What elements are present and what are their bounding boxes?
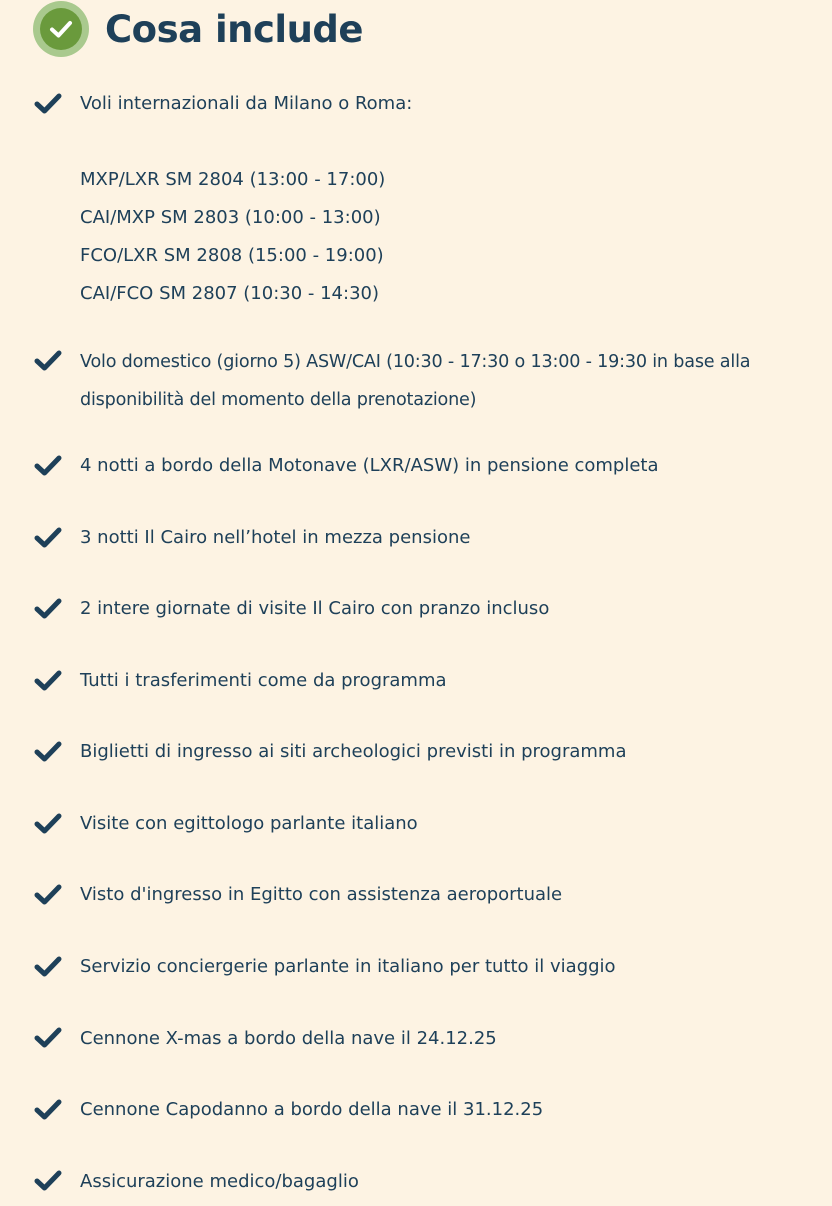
checkmark-icon (34, 350, 62, 372)
item-text: 2 intere giornate di visite Il Cairo con pranzo incluso (80, 598, 550, 619)
checkmark-icon (34, 455, 62, 477)
item-text: Assicurazione medico/bagaglio (80, 1171, 359, 1192)
flight-line: CAI/FCO SM 2807 (10:30 - 14:30) (80, 283, 380, 304)
item-text: Voli internazionali da Milano o Roma: (80, 93, 413, 114)
item-text: Tutti i trasferimenti come da programma (80, 670, 447, 691)
item-text: Visto d'ingresso in Egitto con assistenza aeroportuale (80, 884, 563, 905)
checkmark-icon (34, 741, 62, 763)
checkmark-icon (34, 884, 62, 906)
checkmark-icon (34, 598, 62, 620)
checkmark-icon (34, 670, 62, 692)
item-text (80, 343, 825, 419)
checkmark-icon (34, 813, 62, 835)
item-text: Cennone X-mas a bordo della nave il 24.12.25 (80, 1028, 497, 1049)
item-text-line: disponibilità del momento della prenotazione) (80, 390, 477, 410)
checkmark-icon (34, 93, 62, 115)
item-text-line: Volo domestico (giorno 5) ASW/CAI (10:30 - 17:30 o 13:00 - 19:30 in base alla (80, 352, 751, 372)
item-text: Visite con egittologo parlante italiano (80, 813, 418, 834)
item-text: Cennone Capodanno a bordo della nave il 31.12.25 (80, 1099, 544, 1120)
section-header (33, 1, 363, 57)
flight-line: CAI/MXP SM 2803 (10:00 - 13:00) (80, 207, 381, 228)
item-text: Biglietti di ingresso ai siti archeologici previsti in programma (80, 741, 627, 762)
item-text: 4 notti a bordo della Motonave (LXR/ASW) in pensione completa (80, 455, 659, 476)
flight-list (80, 161, 825, 313)
page-title: Cosa include (105, 7, 364, 51)
item-text: 3 notti Il Cairo nell’hotel in mezza pensione (80, 527, 471, 548)
check-circle-icon (33, 1, 89, 57)
checkmark-icon (34, 1170, 62, 1192)
flight-line: MXP/LXR SM 2804 (13:00 - 17:00) (80, 169, 386, 190)
checkmark-icon (34, 1027, 62, 1049)
item-text: Servizio conciergerie parlante in italiano per tutto il viaggio (80, 956, 616, 977)
checkmark-icon (34, 527, 62, 549)
checkmark-icon (34, 1099, 62, 1121)
checkmark-icon (34, 956, 62, 978)
flight-line: FCO/LXR SM 2808 (15:00 - 19:00) (80, 245, 384, 266)
